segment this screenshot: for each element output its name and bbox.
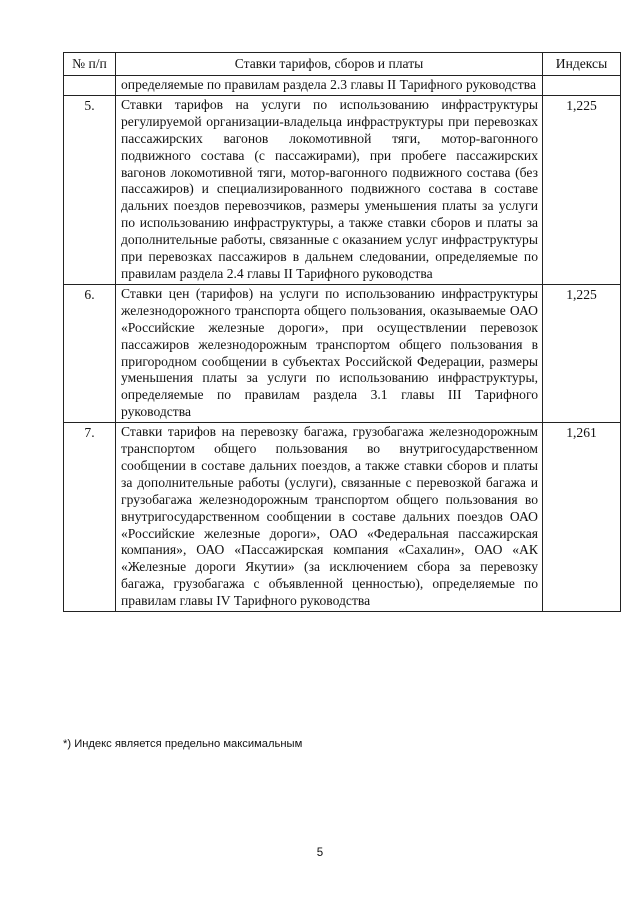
- row-index: [543, 76, 621, 96]
- row-description: определяемые по правилам раздела 2.3 главы II Тарифного руководства: [116, 76, 543, 96]
- row-description: Ставки тарифов на перевозку багажа, грузобагажа железнодорожным транспортом общего пользования во внутригосударственном сообщении в составе дальних поездов, а также ставки сборов и платы за дополнительные работы (услуги), связанные с перевозкой багажа и грузобагажа железнодорожным транспортом общего пользования во внутригосударственном сообщении в составе дальних поездов ОАО «Российские железные дороги», ОАО «Федеральная пассажирская компания», ОАО «Пассажирская компания «Сахалин», ОАО «АК «Железные дороги Якутии» (за исключением сбора за перевозку багажа, грузобагажа с объявленной ценностью), определяемые по правилам главы IV Тарифного руководства: [116, 423, 543, 612]
- row-index: 1,225: [543, 95, 621, 284]
- row-number: 7.: [64, 423, 116, 612]
- table-row: [64, 423, 621, 612]
- row-number: [64, 76, 116, 96]
- table-row: [64, 76, 621, 96]
- row-number: 5.: [64, 95, 116, 284]
- row-number: 6.: [64, 284, 116, 422]
- page-number: 5: [316, 847, 324, 859]
- row-description: Ставки тарифов на услуги по использованию инфраструктуры регулируемой организации-владельца инфраструктуры при перевозках пассажирских вагонов локомотивной тяги, мотор-вагонного подвижного состава (с пассажирами), при пробеге пассажирских вагонов локомотивной тяги, мотор-вагонного подвижного состава (без пассажиров) и специализированного подвижного состава в составе дальних поездов перевозчиков, размеры уменьшения платы за услуги по использованию инфраструктуры, а также ставки сборов и платы за дополнительные работы, связанные с оказанием услуг инфраструктуры при перевозках пассажиров в дальнем следовании, определяемые по правилам раздела 2.4 главы II Тарифного руководства: [116, 95, 543, 284]
- table-row: [64, 284, 621, 422]
- header-index: Индексы: [543, 53, 621, 76]
- row-index: 1,261: [543, 423, 621, 612]
- table-row: [64, 95, 621, 284]
- tariff-indices-table: [63, 52, 621, 612]
- row-description: Ставки цен (тарифов) на услуги по использованию инфраструктуры железнодорожного транспорта общего пользования, оказываемые ОАО «Российские железные дороги», при осуществлении перевозок пассажиров железнодорожным транспортом общего пользования в пригородном сообщении в субъектах Российской Федерации, размеры уменьшения платы за услуги по использованию инфраструктуры, определяемые по правилам раздела 3.1 главы III Тарифного руководства: [116, 284, 543, 422]
- header-description: Ставки тарифов, сборов и платы: [116, 53, 543, 76]
- row-index: 1,225: [543, 284, 621, 422]
- header-number: № п/п: [64, 53, 116, 76]
- table-header-row: [64, 53, 621, 76]
- footnote: *) Индекс является предельно максимальным: [63, 738, 303, 750]
